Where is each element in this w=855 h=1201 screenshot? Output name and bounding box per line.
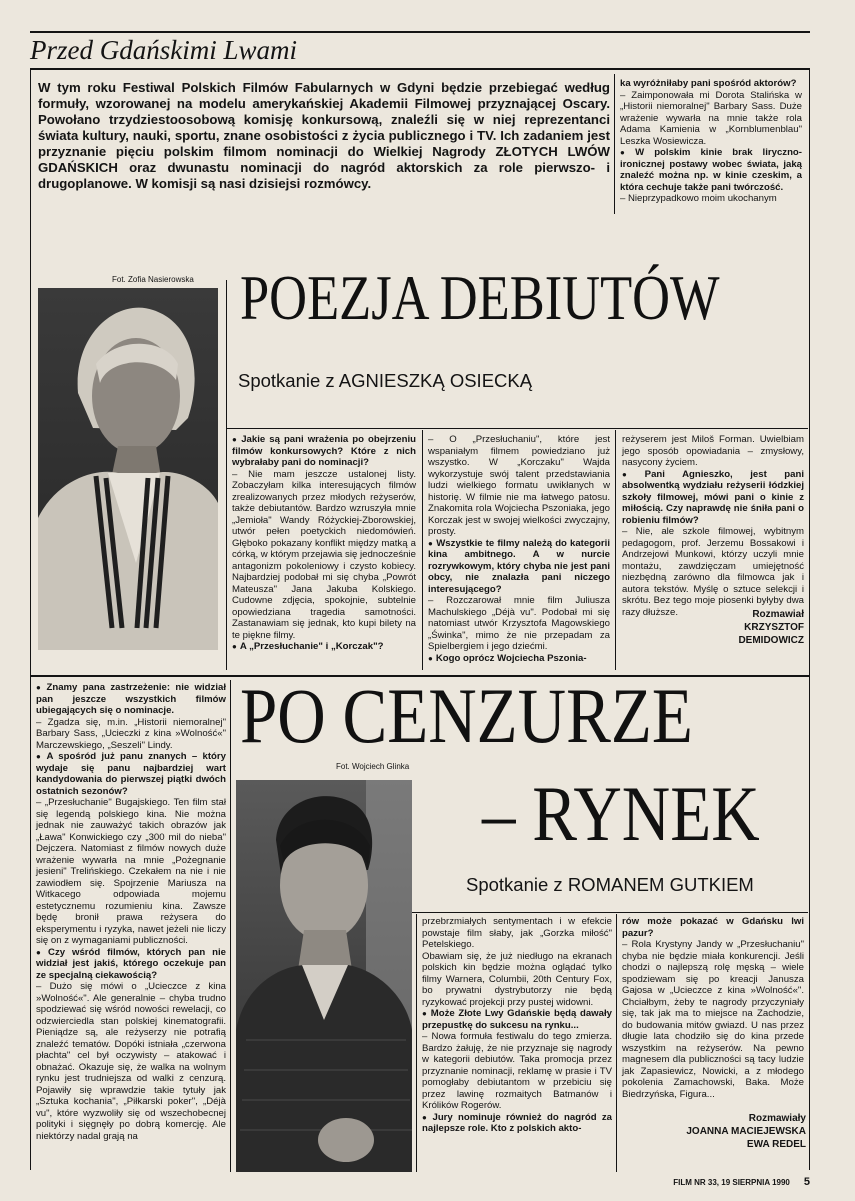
article1-col-divider-1: [422, 430, 423, 670]
article2-paragraph: – Rola Krystyny Jandy w „Przesłuchaniu" chyba nie będzie miała konkurencji. Jeśli chodzi o najlepszą rolę męską – wiele spodziewam się po kreacji Janusza Gajosa w „Ucieczce z kina »Wolność«". Chciałbym, żeby te nagrody przyczyniały się, tak jak ma to miejsce na Zachodzie, do budowania mitów gwiazd. U nas przez długie lata chodziło się do kina przede wszystkim na reżyserów. Na pewno magnesem dla publiczności są tacy ludzie jak Zapasiewicz, Nowicki, a z młodego pokolenia Zamachowski, Baka. Może Biedrzyńska, Figura...: [622, 939, 804, 1100]
article2-question: ● Czy wśród filmów, których pan nie widział jest jakiś, którego oczekuje pan ze specjalną ciekawością?: [36, 947, 226, 982]
article1-signature: [622, 608, 804, 647]
article1-paragraph: – Nie mam jeszcze ustalonej listy. Zobaczyłam kilka interesujących filmów zrealizowanych przez młodych reżyserów, także debiutantów. Bardzo wzruszyła mnie „Jemioła" Wandy Różyckiej-Zborowskiej, utwór pełen poetyckich niedomówień. Głęboko pokazany konflikt między matką a córką, w którym przejawia się jednocześnie antagonizm pokoleniowy i czysto kobiecy. Najbardziej podobał mi się chyba „Powrót Mateusza" Jana Jakuba Kolskiego. Cudowne zdjęcia, spokojnie, subtelnie opowiedziana tragedia samotności. Zastanawiam się jednak, kto kupi bilety na te piękne filmy.: [232, 468, 416, 641]
page-frame-left: [30, 70, 31, 1170]
article2-question: ● A spośród już panu znanych – który wydaje się panu najbardziej wart kandydowania do pierwszej piątki dwóch ostatnich sezonów?: [36, 751, 226, 797]
article2-paragraph: – Nowa formuła festiwalu do tego zmierza. Bardzo żałuję, że nie przyznaje się nagrody w kategorii debiutów. Taka promocja przez przyznanie nominacji, reklamę w prasie i TV pomogłaby debiutantom w przebiciu się przez lawinę rozmaitych Batmanów i Królików Rogerów.: [422, 1031, 612, 1111]
article2-columns-top-rule: [412, 912, 808, 913]
article1-question: ● Kogo oprócz Wojciecha Pszonia-: [428, 653, 610, 665]
section-title: Przed Gdańskimi Lwami: [30, 35, 298, 65]
signature-line: Rozmawiały: [748, 1113, 806, 1124]
article2-headline-line2: – RYNEK: [482, 770, 760, 857]
article2-headline-line1: PO CENZURZE: [240, 672, 693, 759]
top-right-paragraph: – Zaimponowała mi Dorota Stalińska w „Historii niemoralnej" Barbary Sass. Duże wrażenie wywarła na mnie także rola Adama Kamienia w „Kornblumenblau" Leszka Wosiewicza.: [620, 89, 802, 147]
article2-paragraph: Obawiam się, że już niedługo na ekranach polskich kin będzie można oglądać tylko filmy Warnera, Columbii, 20th Century Fox, bo prywatni dystrybutorzy nie będą ryzykować projekcji przy pustej widowni.: [422, 950, 612, 1008]
page-footer: [673, 1176, 810, 1188]
page-number: 5: [803, 1176, 810, 1188]
article1-subtitle: Spotkanie z AGNIESZKĄ OSIECKĄ: [238, 370, 533, 391]
article1-photo-credit: Fot. Zofia Nasierowska: [112, 275, 194, 284]
top-right-question: ka wyróżniłaby pani spośród aktorów?: [620, 78, 797, 89]
article1-question: ● Pani Agnieszko, jest pani absolwentką wydziału reżyserii łódzkiej szkoły filmowej, mówi pani o kinie z miłością. Czy naprawdę nie śniła pani o robieniu filmów?: [622, 469, 804, 527]
issue-label: FILM NR 33, 19 SIERPNIA 1990: [673, 1178, 790, 1187]
article2-signature: [622, 1112, 806, 1151]
intro-lead: W tym roku Festiwal Polskich Filmów Fabularnych w Gdyni będzie przebiegać według formuły, wzorowanej na modelu amerykańskiej Akademii Filmowej przyznającej Oscary. Powołano trzydziestoosobową komisję konkursową, znaleźli się w niej reprezentanci świata kultury, nauki, sportu, znane osobistości z życia publicznego i TV. Ich zadaniem jest przyznanie pięciu polskim filmom nominacji do Wielkiej Nagrody ZŁOTYCH LWÓW GDAŃSKICH oraz dwunastu nominacji do nagród aktorskich za role pierwszo- i drugoplanowe. W komisji są nasi dzisiejsi rozmówcy.: [38, 80, 610, 191]
article1-column-1: [232, 434, 416, 653]
article2-column-1: [36, 682, 226, 1142]
article1-photo-rule: [226, 280, 227, 670]
article2-col-divider-1: [416, 914, 417, 1172]
article2-question: ● Znamy pana zastrzeżenie: nie widział pan jeszcze wszystkich filmów ubiegających się o nominacje.: [36, 682, 226, 717]
signature-line: Rozmawiał: [752, 609, 804, 620]
page-frame-right: [809, 70, 810, 1170]
article1-paragraph: reżyserem jest Miloš Forman. Uwielbiam jego sposób opowiadania – zmysłowy, nasycony życiem.: [622, 434, 804, 468]
signature-line: DEMIDOWICZ: [738, 635, 804, 646]
signature-line: KRZYSZTOF: [744, 622, 804, 633]
article1-portrait-photo: [38, 288, 218, 650]
article1-question: ● Jakie są pani wrażenia po obejrzeniu filmów konkursowych? Które z nich wybrałaby pani do nominacji?: [232, 434, 416, 469]
article2-question: ● Jury nominuje również do nagród za najlepsze role. Kto z polskich akto-: [422, 1112, 612, 1135]
article2-paragraph: – „Przesłuchanie" Bugajskiego. Ten film stał się legendą polskiego kina. Nie można jednak nie zauważyć takich obrazów jak „Ława" Konwickiego czy „300 mil do nieba" Dejczera. Natomiast z filmów nowych duże wrażenie wywarła na mnie „Pożegnanie jesieni" Trelińskiego. Czekałem na nie i nie zawiodłem się. Spojrzenie Mariusza na Witkacego odpowiada mojemu estetycznemu rozumieniu kina. Zawsze będę bronił prawa reżysera do eksperymentu i ryzyka, nawet jeżeli nie liczy się on z wymaganiami publiczności.: [36, 797, 226, 946]
article2-question: ● Może Złote Lwy Gdańskie będą dawały przepustkę do sukcesu na rynku...: [422, 1008, 612, 1031]
article2-col-divider-2: [616, 914, 617, 1172]
signature-line: EWA REDEL: [746, 1139, 806, 1150]
article2-left-divider: [230, 680, 231, 1172]
article1-paragraph: – O „Przesłuchaniu", które jest wspaniałym filmem powiedziano już wszystko. W „Korczaku" Wajda wykorzystuje swój talent przedstawiania ludzi wielkiego formatu uwikłanych w historię. W filmie nie ma łatwego patosu. Znakomita rola Wojciecha Pszoniaka, jego Korczak jest w swojej wielkości zwyczajny, prosty.: [428, 434, 610, 537]
portrait-woman-illustration: [38, 288, 218, 650]
article1-paragraph: – Rozczarował mnie film Juliusza Machulskiego „Déjà vu". Podobał mi się natomiast utwór Krzysztofa Magowskiego „Świnka", mimo że nie przepadam za Spielbergiem i jego dziećmi.: [428, 595, 610, 652]
top-right-column: [620, 78, 802, 205]
article2-column-3: [622, 916, 804, 1100]
article2-paragraph: – Dużo się mówi o „Ucieczce z kina »Wolność«". Ale generalnie – chyba trudno spodziewać się wśród nowości rewelacji, co odzwierciedla stan polskiej kinematografii. Pieniądze są, ale reżyserzy nie potrafią znaleźć tematów. Dopóki istniała „czerwona płachta" cel był oczywisty – atakować i obnażać. Okazuje się, że walka na wolnym rynku jest trudniejsza od walki z cenzurą. Pojawiły się wprawdzie takie tytuły jak „Sztuka kochania", „Piłkarski poker", „Déjà vu", które wyzwoliły się od wszechobecnej polityki i sięgnęły po dobrą komercję. Ale niektórzy nadal grają na: [36, 981, 226, 1142]
article2-portrait-photo: [236, 780, 412, 1172]
article1-question: ● Wszystkie te filmy należą do kategorii kina ambitnego. A w nurcie rozrywkowym, który chyba nie jest pani obcy, nie znalazła pani niczego interesującego?: [428, 538, 610, 596]
intro-column-divider: [614, 74, 615, 214]
section-title-rule: [30, 68, 810, 70]
article2-subtitle: Spotkanie z ROMANEM GUTKIEM: [466, 874, 754, 895]
top-right-question: ● W polskim kinie brak liryczno-ironicznej postawy wobec świata, jaką znaleźć można np. w kinie czeskim, a która cechuje także pani twórczość.: [620, 147, 802, 193]
portrait-man-illustration: [236, 780, 412, 1172]
article1-question: ● A „Przesłuchanie" i „Korczak"?: [232, 641, 416, 653]
article1-column-2: [428, 434, 610, 664]
top-right-paragraph: – Nieprzypadkowo moim ukochanym: [620, 193, 777, 204]
article2-photo-credit: Fot. Wojciech Glinka: [336, 762, 410, 771]
article1-headline: POEZJA DEBIUTÓW: [240, 262, 720, 333]
article1-paragraph: – Nie, ale szkole filmowej, wybitnym pedagogom, prof. Jerzemu Bossakowi i Andrzejowi Munkowi, którzy uczyli mnie montażu, zawdzięczam umiejętność niezbędną zarówno dla filmowca jak i autora tekstów. Myślę o sztuce selekcji i skrótu. Bez tego moje piosenki byłyby dwa razy dłuższe.: [622, 526, 804, 618]
article2-question: rów może pokazać w Gdańsku lwi pazur?: [622, 916, 804, 939]
signature-line: JOANNA MACIEJEWSKA: [686, 1126, 806, 1137]
top-rule: [30, 31, 810, 33]
article1-columns-top-rule: [226, 428, 808, 429]
article2-column-2: [422, 916, 612, 1135]
article1-col-divider-2: [615, 430, 616, 670]
article2-paragraph: przebrzmiałych sentymentach i w efekcie powstaje film słaby, jak „Gorzka miłość" Petelskiego.: [422, 916, 612, 950]
article2-paragraph: – Zgadza się, m.in. „Historii niemoralnej" Barbary Sass, „Ucieczki z kina »Wolność«" Marczewskiego, „Seszeli" Lindy.: [36, 716, 226, 751]
article1-column-3: [622, 434, 804, 618]
